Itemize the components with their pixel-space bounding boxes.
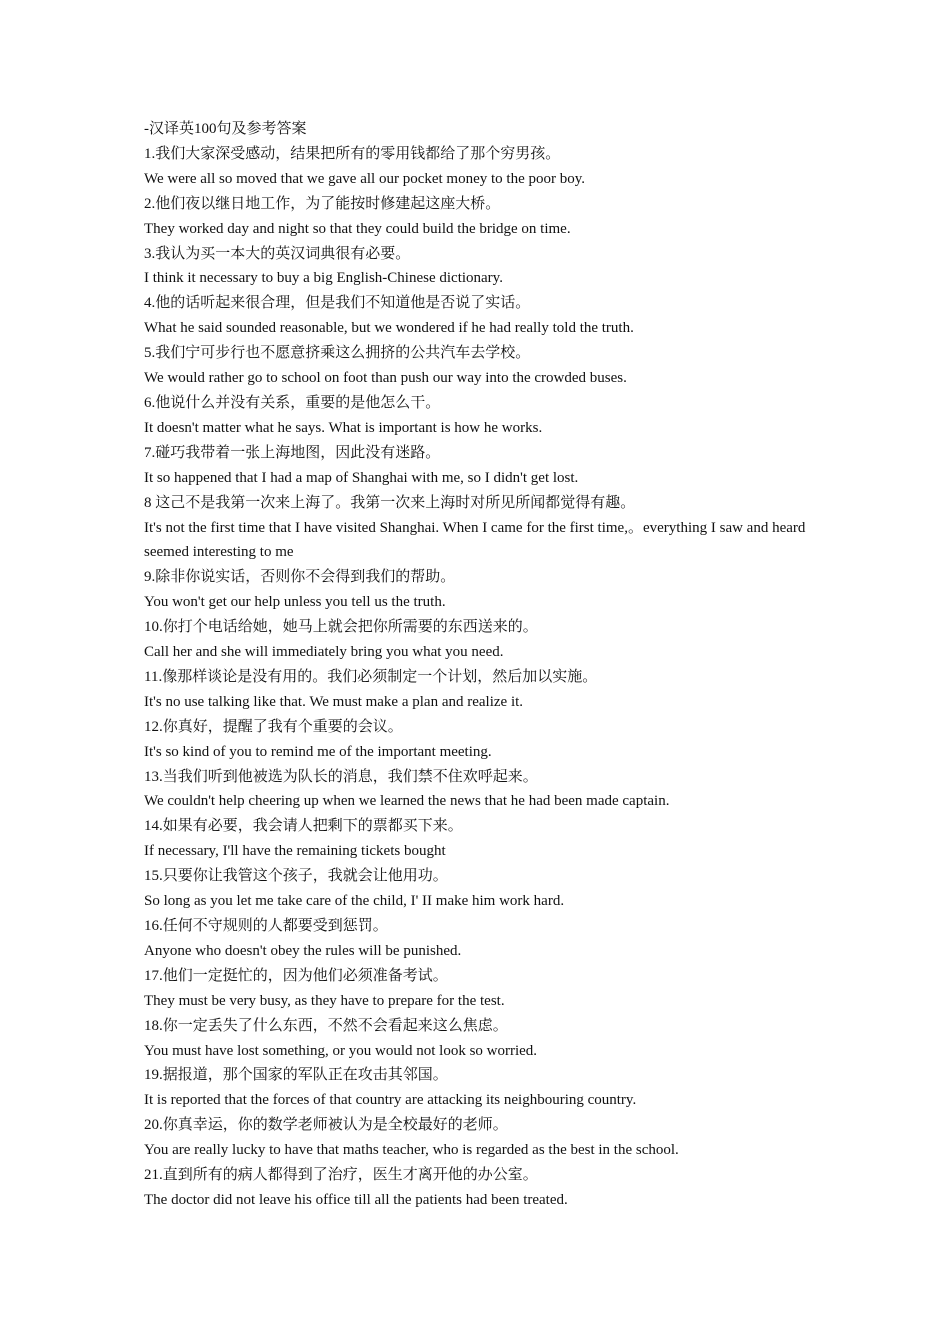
- chinese-sentence: 16.任何不守规则的人都要受到惩罚。: [144, 918, 388, 934]
- english-translation: We were all so moved that we gave all our pocket money to the poor boy.: [144, 170, 586, 187]
- english-translation: If necessary, I'll have the remaining tickets bought: [144, 843, 446, 860]
- chinese-sentence: 19.据报道，那个国家的军队正在攻击其邻国。: [144, 1067, 448, 1084]
- chinese-sentence: 15.只要你让我管这个孩子，我就会让他用功。: [144, 868, 448, 885]
- english-translation: The doctor did not leave his office till all the patients had been treated.: [144, 1191, 568, 1208]
- chinese-sentence: 8 这己不是我第一次来上海了。我第一次来上海时对所见所闻都觉得有趣。: [144, 494, 636, 511]
- chinese-sentence: 5.我们宁可步行也不愿意挤乘这么拥挤的公共汽车去学校。: [144, 345, 531, 362]
- english-translation: They worked day and night so that they could build the bridge on time.: [144, 220, 571, 237]
- english-translation: You won't get our help unless you tell us the truth.: [144, 594, 446, 611]
- document-body: [144, 117, 814, 1213]
- english-translation: They must be very busy, as they have to prepare for the test.: [144, 992, 505, 1009]
- chinese-sentence: 17.他们一定挺忙的，因为他们必须准备考试。: [144, 967, 448, 984]
- english-translation: It doesn't matter what he says. What is important is how he works.: [144, 419, 543, 436]
- english-translation: So long as you let me take care of the child, I' II make him work hard.: [144, 893, 565, 910]
- english-translation: Call her and she will immediately bring you what you need.: [144, 644, 504, 661]
- chinese-sentence: 9.除非你说实话，否则你不会得到我们的帮助。: [144, 569, 456, 586]
- chinese-sentence: 2.他们夜以继日地工作，为了能按时修建起这座大桥。: [144, 195, 501, 212]
- document-title: -汉译英100句及参考答案: [144, 121, 307, 137]
- english-translation: You must have lost something, or you would not look so worried.: [144, 1042, 538, 1059]
- english-translation: It's not the first time that I have visited Shanghai. When I came for the first time,。everything I saw and heard seemed interesting to me: [144, 519, 806, 561]
- chinese-sentence: 21.直到所有的病人都得到了治疗，医生才离开他的办公室。: [144, 1167, 538, 1184]
- chinese-sentence: 7.碰巧我带着一张上海地图，因此没有迷路。: [144, 444, 441, 461]
- english-translation: What he said sounded reasonable, but we wondered if he had really told the truth.: [144, 320, 634, 337]
- english-translation: It is reported that the forces of that country are attacking its neighbouring country.: [144, 1092, 637, 1109]
- english-translation: We couldn't help cheering up when we learned the news that he had been made captain.: [144, 793, 670, 810]
- chinese-sentence: 14.如果有必要，我会请人把剩下的票都买下来。: [144, 818, 463, 835]
- english-translation: Anyone who doesn't obey the rules will be punished.: [144, 942, 462, 959]
- chinese-sentence: 4.他的话听起来很合理，但是我们不知道他是否说了实话。: [144, 295, 531, 312]
- english-translation: It so happened that I had a map of Shanghai with me, so I didn't get lost.: [144, 469, 579, 486]
- english-translation: It's so kind of you to remind me of the important meeting.: [144, 743, 492, 760]
- chinese-sentence: 12.你真好，提醒了我有个重要的会议。: [144, 718, 403, 735]
- chinese-sentence: 10.你打个电话给她，她马上就会把你所需要的东西送来的。: [144, 619, 538, 636]
- sentence-list: [144, 142, 814, 1213]
- chinese-sentence: 11.像那样谈论是没有用的。我们必须制定一个计划，然后加以实施。: [144, 668, 598, 685]
- chinese-sentence: 1.我们大家深受感动，结果把所有的零用钱都给了那个穷男孩。: [144, 145, 561, 162]
- chinese-sentence: 20.你真幸运，你的数学老师被认为是全校最好的老师。: [144, 1117, 508, 1134]
- english-translation: You are really lucky to have that maths teacher, who is regarded as the best in the school.: [144, 1142, 679, 1159]
- chinese-sentence: 13.当我们听到他被选为队长的消息，我们禁不住欢呼起来。: [144, 768, 538, 785]
- chinese-sentence: 18.你一定丢失了什么东西，不然不会看起来这么焦虑。: [144, 1017, 508, 1034]
- english-translation: It's no use talking like that. We must make a plan and realize it.: [144, 693, 524, 710]
- english-translation: I think it necessary to buy a big English-Chinese dictionary.: [144, 270, 503, 287]
- chinese-sentence: 3.我认为买一本大的英汉词典很有必要。: [144, 245, 411, 262]
- chinese-sentence: 6.他说什么并没有关系，重要的是他怎么干。: [144, 394, 441, 411]
- english-translation: We would rather go to school on foot than push our way into the crowded buses.: [144, 370, 627, 387]
